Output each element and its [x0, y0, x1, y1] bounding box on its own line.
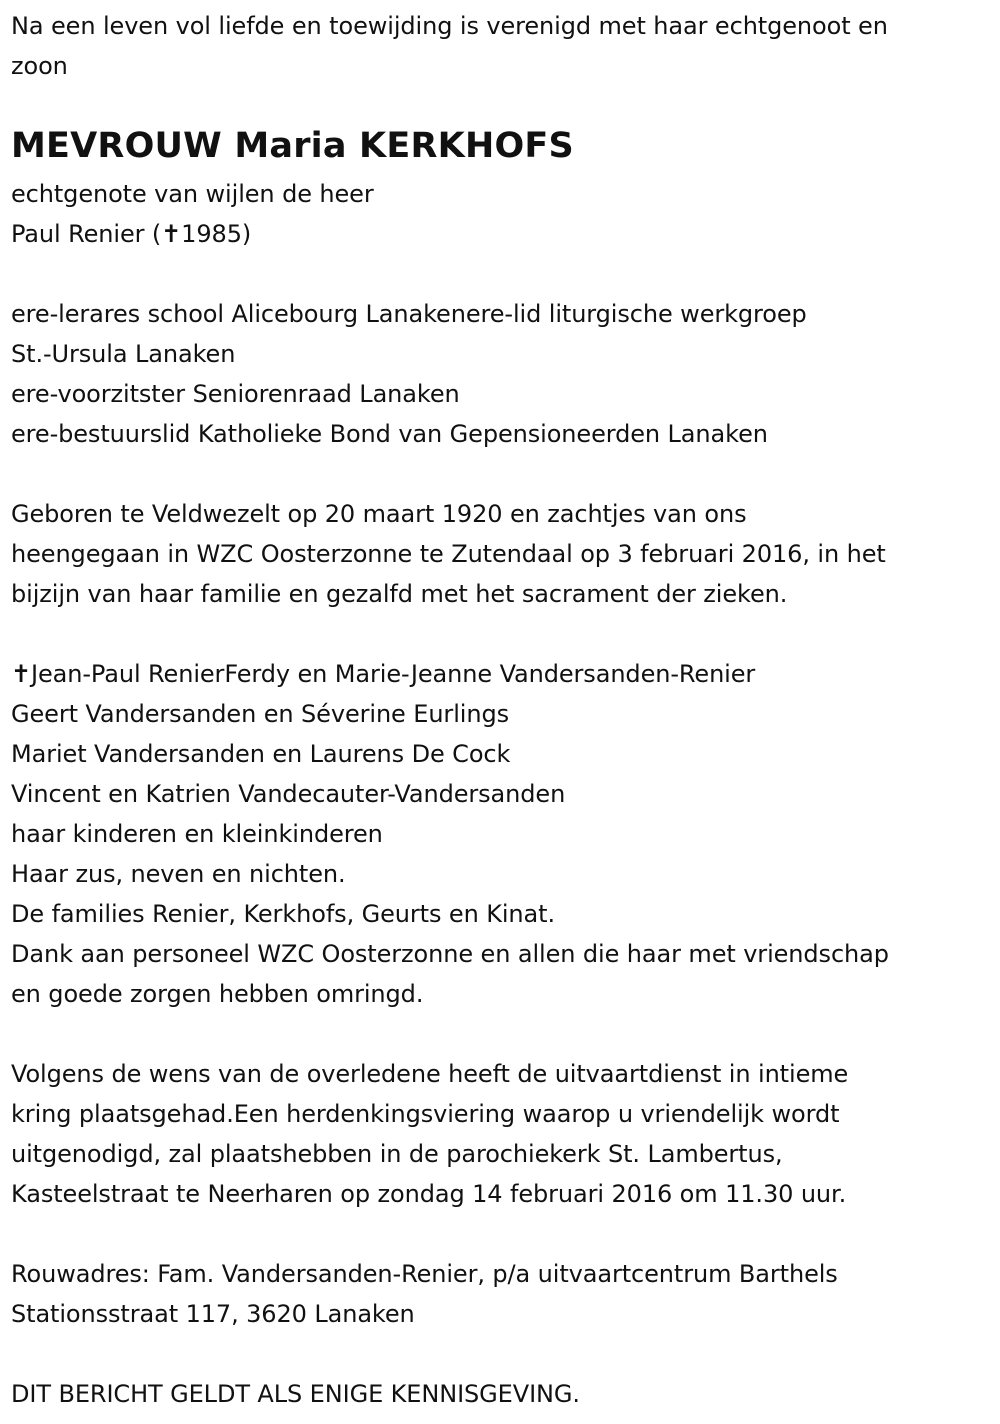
role-line: ere-bestuurslid Katholieke Bond van Gepensioneerden Lanaken	[11, 420, 768, 448]
roles-paragraph	[11, 294, 807, 454]
birth-line: Geboren te Veldwezelt op 20 maart 1920 en zachtjes van ons	[11, 500, 747, 528]
birth-line: heengegaan in WZC Oosterzonne te Zutendaal op 3 februari 2016, in het	[11, 540, 886, 568]
family-line: haar kinderen en kleinkinderen	[11, 820, 383, 848]
birth-paragraph	[11, 494, 886, 614]
family-line: Haar zus, neven en nichten.	[11, 860, 346, 888]
family-line: Geert Vandersanden en Séverine Eurlings	[11, 700, 509, 728]
service-line: kring plaatsgehad.Een herdenkingsviering waarop u vriendelijk wordt	[11, 1100, 840, 1128]
service-line: uitgenodigd, zal plaatshebben in de parochiekerk St. Lambertus,	[11, 1140, 783, 1168]
intro-line: Na een leven vol liefde en toewijding is verenigd met haar echtgenoot en	[11, 12, 888, 40]
deceased-name: MEVROUW Maria KERKHOFS	[11, 126, 574, 166]
spouse-line: echtgenote van wijlen de heer	[11, 180, 374, 208]
birth-line: bijzijn van haar familie en gezalfd met het sacrament der zieken.	[11, 580, 788, 608]
service-paragraph	[11, 1054, 848, 1214]
family-line: De families Renier, Kerkhofs, Geurts en Kinat.	[11, 900, 555, 928]
family-line: ✝Jean-Paul RenierFerdy en Marie-Jeanne Vandersanden-Renier	[11, 660, 756, 688]
intro-line: zoon	[11, 52, 68, 80]
spouse-paragraph	[11, 174, 374, 254]
role-line: St.-Ursula Lanaken	[11, 340, 236, 368]
family-paragraph	[11, 654, 889, 1014]
family-line: Mariet Vandersanden en Laurens De Cock	[11, 740, 511, 768]
family-line: Dank aan personeel WZC Oosterzonne en allen die haar met vriendschap	[11, 940, 889, 968]
address-line: Rouwadres: Fam. Vandersanden-Renier, p/a uitvaartcentrum Barthels	[11, 1260, 838, 1288]
role-line: ere-voorzitster Seniorenraad Lanaken	[11, 380, 460, 408]
address-paragraph	[11, 1254, 838, 1334]
role-line: ere-lerares school Alicebourg Lanakenere-lid liturgische werkgroep	[11, 300, 807, 328]
spouse-line: Paul Renier (✝1985)	[11, 220, 252, 248]
notice-line: DIT BERICHT GELDT ALS ENIGE KENNISGEVING.	[11, 1380, 580, 1408]
intro-paragraph	[11, 6, 888, 86]
service-line: Kasteelstraat te Neerharen op zondag 14 februari 2016 om 11.30 uur.	[11, 1180, 847, 1208]
service-line: Volgens de wens van de overledene heeft de uitvaartdienst in intieme	[11, 1060, 849, 1088]
notice-paragraph	[11, 1374, 580, 1414]
family-line: Vincent en Katrien Vandecauter-Vandersanden	[11, 780, 566, 808]
family-line: en goede zorgen hebben omringd.	[11, 980, 424, 1008]
address-line: Stationsstraat 117, 3620 Lanaken	[11, 1300, 415, 1328]
